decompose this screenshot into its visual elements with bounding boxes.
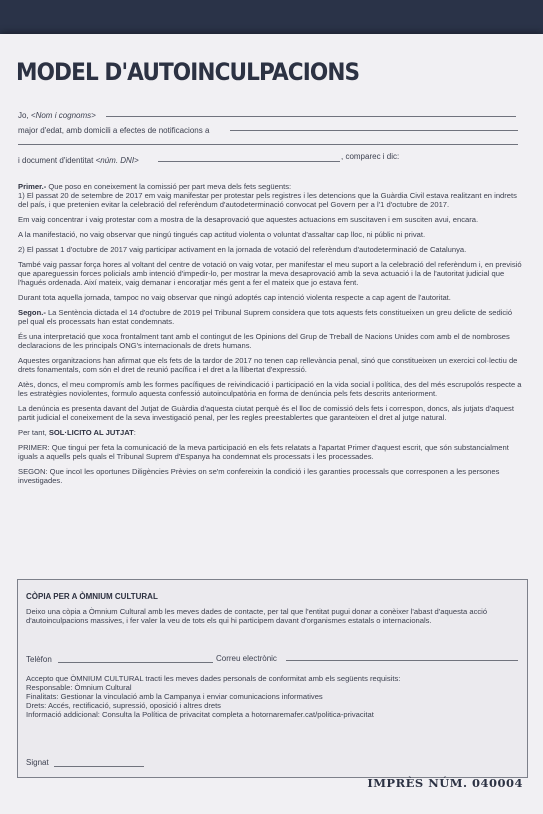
domicili-label: major d'edat, amb domicili a efectes de notificacions a — [18, 126, 210, 135]
privacy-drets: Drets: Accés, rectificació, supressió, oposició i altres drets — [26, 701, 221, 710]
segon-label: Segon.- — [18, 308, 46, 317]
name-field[interactable] — [106, 116, 516, 117]
dni-field[interactable] — [158, 161, 340, 162]
paragraph: 2) El passat 1 d'octubre de 2017 vaig participar activament en la jornada de votació del referèndum d'autodeterminació de Catalunya. — [18, 245, 467, 254]
privacy-finalitats: Finalitats: Gestionar la vinculació amb la Campanya i enviar comunicacions informatives — [26, 692, 323, 701]
declaration-body — [18, 182, 524, 491]
segon-paragraph: Segon.- La Sentència dictada el 14 d'octubre de 2019 pel Tribunal Suprem considera que tots aquests fets constitueixen un greu delicte de sedició pel qual els processats han estat condemnats. — [18, 308, 513, 326]
privacy-responsable: Responsable: Òmnium Cultural — [26, 683, 132, 692]
primer-label: Primer.- — [18, 182, 47, 191]
dni-placeholder: <núm. DNI> — [95, 156, 139, 165]
primer-intro: Primer.- Que poso en coneixement la comissió per part meva dels fets següents: 1) El passat 20 de setembre de 2017 em vaig manifestar per protestar pels registres i les detencions que la Guàrdia Civil estava realitzant en indrets del país, i que pretenien evitar la celebració del referèndum d'autodeterminació convocat pel Govern per a l'1 d'octubre de 2017. — [18, 182, 517, 209]
dni-label: i document d'identitat <núm. DNI> — [18, 156, 139, 165]
paragraph: La denúncia es presenta davant del Jutjat de Guàrdia d'aquesta ciutat perquè és el lloc de comissió dels fets i correspon, doncs, als jutjats d'aquest partit judicial el coneixement de la seva investigació penal, per les regles preestablertes que garanteixen el dret al jutge natural. — [18, 404, 514, 422]
solicito-label: SOL·LICITO AL JUTJAT — [48, 428, 134, 437]
paragraph: Aquestes organitzacions han afirmat que els fets de la tardor de 2017 no tenen cap rellevància penal, sinó que constitueixen un exercici col·lectiu de drets fonamentals, com són el dret de reunió pacífica i el dret a la llibertat d'expressió. — [18, 356, 518, 374]
email-field[interactable] — [286, 660, 518, 661]
address-field[interactable] — [230, 130, 518, 131]
paragraph: Atès, doncs, el meu compromís amb les formes pacífiques de reivindicació i participació en la vida social i política, des del més escrupolós respecte a les estratègies noviolentes, formulo aquesta confessió autoinculpatòria en forma de denúncia pels fets descrits anteriorment. — [18, 380, 522, 398]
form-number: IMPRÈS NÚM. 040004 — [367, 776, 523, 790]
privacy-info: Informació addicional: Consulta la Política de privacitat completa a hotornaremafer.cat/politica-privacitat — [26, 710, 374, 719]
omnium-copy-box — [17, 579, 528, 778]
comparec-text: , comparec i dic: — [341, 152, 400, 161]
solicito-line: Per tant, SOL·LICITO AL JUTJAT: — [18, 428, 136, 437]
correu-label: Correu electrònic — [216, 654, 277, 663]
paragraph: També vaig passar força hores al voltant del centre de votació on vaig votar, per manifestar el meu suport a la celebració del referèndum i, en previsió que apareguessin forces policials amb intenció d'impedir-lo, per mostrar la meva desaprovació amb la seva actuació i la de l'autoritat judicial que l'hagués ordenada. Així mateix, vaig demanar i encoratjar més gent a fer el mateix que jo estava fent. — [18, 260, 522, 287]
telefon-label: Telèfon — [26, 655, 52, 664]
paragraph: Durant tota aquella jornada, tampoc no vaig observar que ningú adoptés cap intenció violenta respecte a cap agent de l'autoritat. — [18, 293, 451, 302]
omnium-heading: CÒPIA PER A ÒMNIUM CULTURAL — [26, 592, 158, 601]
name-placeholder: <Nom i cognoms> — [30, 111, 96, 120]
paragraph: PRIMER: Que tingui per feta la comunicació de la meva participació en els fets relatats a l'apartat Primer d'aquest escrit, que són substancialment iguals a aquells pels quals el Tribunal Suprem d'Espanya ha condemnat els processats i les processades. — [18, 443, 509, 461]
signat-label: Signat — [26, 758, 49, 767]
form-sheet — [0, 34, 543, 814]
omnium-intro: Deixo una còpia a Òmnium Cultural amb les meves dades de contacte, per tal que l'entitat pugui donar a conèixer l'abast d'aquesta acció d'autoinculpacions massives, i fer valer la veu de tots els qui hi participem davant d'organismes estatals o internacionals. — [26, 607, 488, 625]
privacy-accept: Accepto que ÒMNIUM CULTURAL tracti les meves dades personals de conformitat amb els següents requisits: — [26, 674, 401, 683]
address-field-line2[interactable] — [18, 144, 518, 145]
paragraph: És una interpretació que xoca frontalment tant amb el contingut de les Opinions del Grup de Treball de Nacions Unides com amb el de nombroses declaracions de les principals ONG's internacionals de drets humans. — [18, 332, 510, 350]
telefon-field[interactable] — [58, 662, 213, 663]
signature-field[interactable] — [54, 766, 144, 767]
paragraph: SEGON: Que incoï les oportunes Diligències Prèvies on se'm confereixin la condició i les garanties processals que corresponen a les persones investigades. — [18, 467, 500, 485]
page-title: MODEL D'AUTOINCULPACIONS — [16, 58, 360, 86]
paragraph: A la manifestació, no vaig observar que ningú tingués cap actitud violenta o voluntat d'assaltar cap lloc, ni públic ni privat. — [18, 230, 426, 239]
paragraph: Em vaig concentrar i vaig protestar com a mostra de la desaprovació que aquestes actuacions em suscitaven i em susciten avui, encara. — [18, 215, 479, 224]
jo-label: Jo, <Nom i cognoms> — [18, 111, 96, 120]
